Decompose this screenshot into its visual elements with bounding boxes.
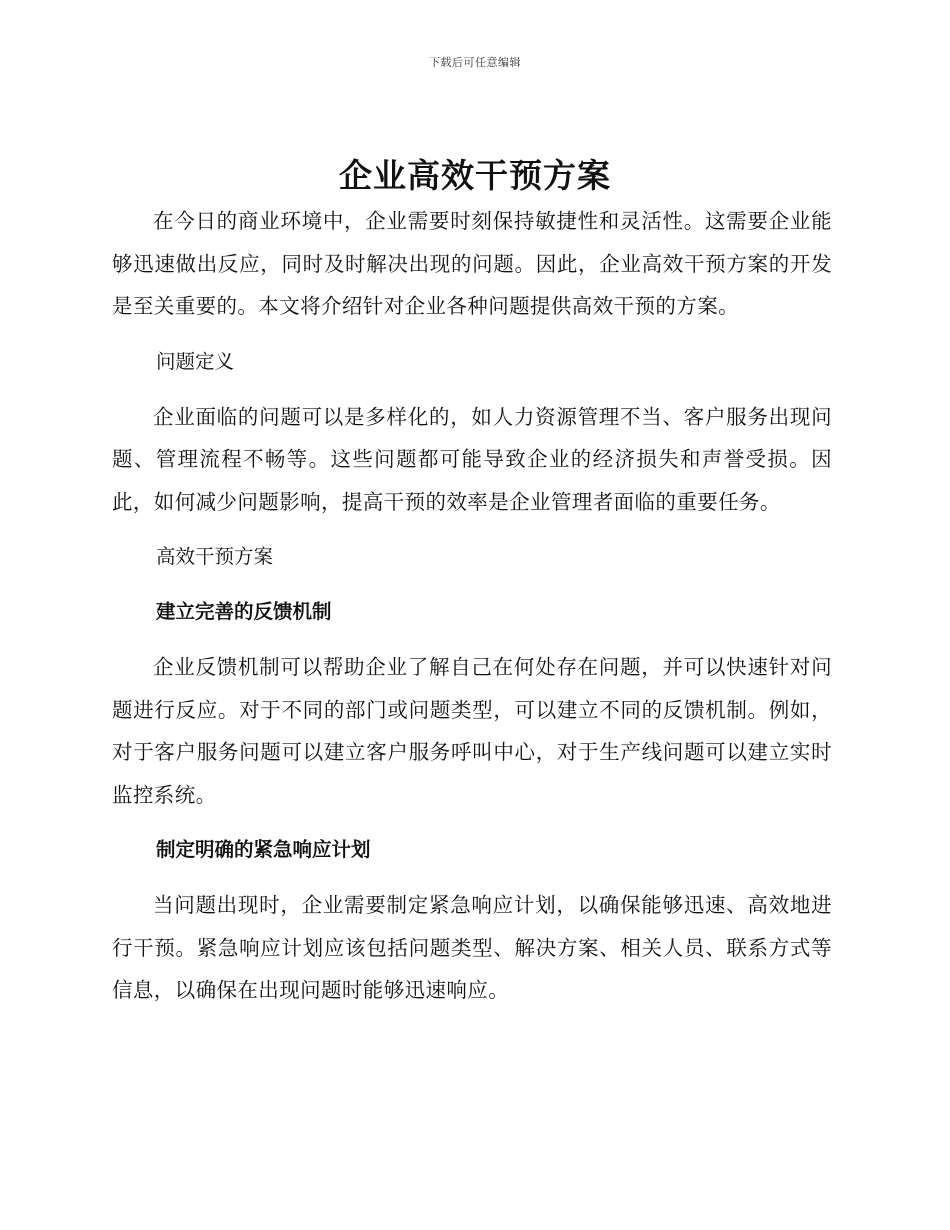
section-heading-problem-definition: 问题定义 [156, 349, 235, 373]
section-heading-intervention-plan: 高效干预方案 [156, 545, 274, 568]
document-title: 企业高效干预方案 [339, 156, 611, 195]
intro-paragraph: 在今日的商业环境中，企业需要时刻保持敏捷性和灵活性。这需要企业能够迅速做出反应，同时及时解决出现的问题。因此，企业高效干预方案的开发是至关重要的。本文将介绍针对企业各种问题提供高效干预的方案。 [112, 209, 832, 318]
subsection-heading-feedback-mechanism: 建立完善的反馈机制 [156, 600, 332, 623]
emergency-response-paragraph: 当问题出现时，企业需要制定紧急响应计划，以确保能够迅速、高效地进行干预。紧急响应计划应该包括问题类型、解决方案、相关人员、联系方式等信息，以确保在出现问题时能够迅速响应。 [112, 893, 832, 1002]
subsection-heading-emergency-response: 制定明确的紧急响应计划 [156, 838, 371, 861]
feedback-mechanism-paragraph: 企业反馈机制可以帮助企业了解自己在何处存在问题，并可以快速针对问题进行反应。对于不同的部门或问题类型，可以建立不同的反馈机制。例如，对于客户服务问题可以建立客户服务呼叫中心，对于生产线问题可以建立实时监控系统。 [112, 655, 832, 807]
header-note: 下载后可任意编辑 [429, 56, 521, 69]
problem-definition-paragraph: 企业面临的问题可以是多样化的，如人力资源管理不当、客户服务出现问题、管理流程不畅等。这些问题都可能导致企业的经济损失和声誉受损。因此，如何减少问题影响，提高干预的效率是企业管理者面临的重要任务。 [112, 404, 832, 514]
document-body [112, 200, 832, 1012]
